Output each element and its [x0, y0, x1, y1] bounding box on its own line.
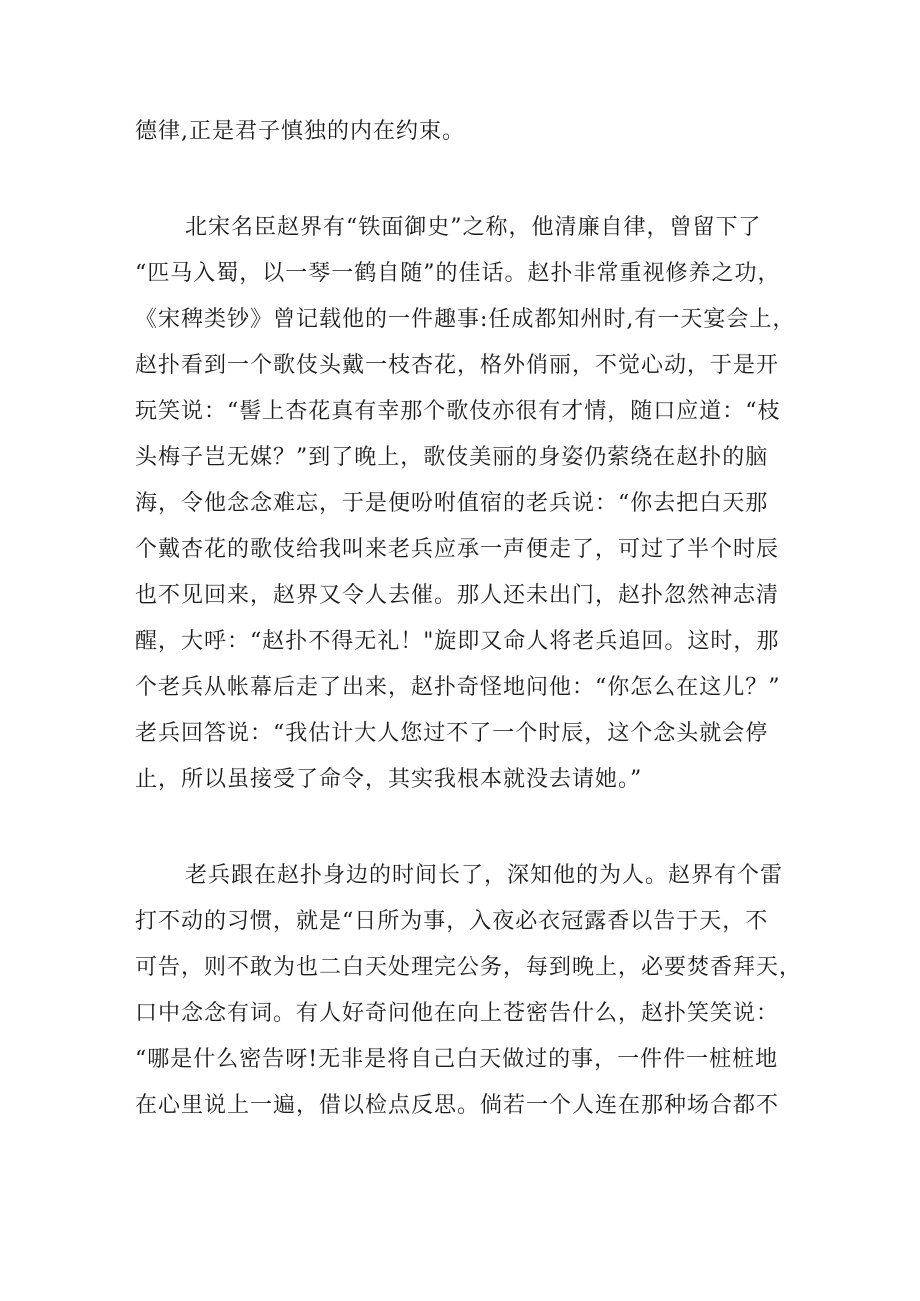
- text-line: 海，令他念念难忘，于是便吩咐值宿的老兵说：“你去把白天那: [135, 491, 769, 516]
- text-line: 个戴杏花的歌伎给我叫来老兵应承一声便走了，可过了半个时辰: [135, 537, 780, 562]
- text-line: 《宋稗类钞》曾记载他的一件趣事:任成都知州时,有一天宴会上，: [135, 307, 796, 332]
- text-line: 德律,正是君子慎独的内在约束。: [135, 119, 465, 144]
- text-line: 北宋名臣赵界有“铁面御史”之称，他清廉自律，曾留下了: [185, 215, 762, 240]
- text-line: 也不见回来，赵界又令人去催。那人还未出门，赵扑忽然神志清: [135, 583, 780, 608]
- text-line: 打不动的习惯，就是“日所为事，入夜必衣冠露香以告于天，不: [135, 909, 769, 934]
- text-line: 头梅子岂无媒？”到了晚上，歌伎美丽的身姿仍萦绕在赵扑的脑: [135, 445, 769, 470]
- text-line: 口中念念有词。有人好奇问他在向上苍密告什么，赵扑笑笑说：: [135, 1001, 780, 1026]
- text-line: 醒，大呼：“赵扑不得无礼！"旋即又命人将老兵追回。这时，那: [135, 629, 780, 654]
- text-line: “哪是什么密告呀!无非是将自己白天做过的事，一件件一桩桩地: [135, 1047, 779, 1072]
- text-line: “匹马入蜀，以一琴一鹤自随”的佳话。赵扑非常重视修养之功，: [135, 261, 781, 286]
- text-line: 可告，则不敢为也二白天处理完公务，每到晚上，必要焚香拜天，: [135, 955, 803, 980]
- text-line: 赵扑看到一个歌伎头戴一枝杏花，格外俏丽，不觉心动，于是开: [135, 353, 780, 378]
- text-line: 个老兵从帐幕后走了出来，赵扑奇怪地问他：“你怎么在这儿？”: [135, 675, 781, 700]
- text-line: 止，所以虽接受了命令，其实我根本就没去请她。”: [135, 767, 643, 792]
- text-line: 老兵回答说：“我估计大人您过不了一个时辰，这个念头就会停: [135, 721, 769, 746]
- text-line: 老兵跟在赵扑身边的时间长了，深知他的为人。赵界有个雷: [185, 863, 784, 888]
- text-line: 玩笑说：“髻上杏花真有幸那个歌伎亦很有才情，随口应道：“枝: [135, 399, 781, 424]
- text-line: 在心里说上一遍，借以检点反思。倘若一个人连在那种场合都不: [135, 1093, 780, 1118]
